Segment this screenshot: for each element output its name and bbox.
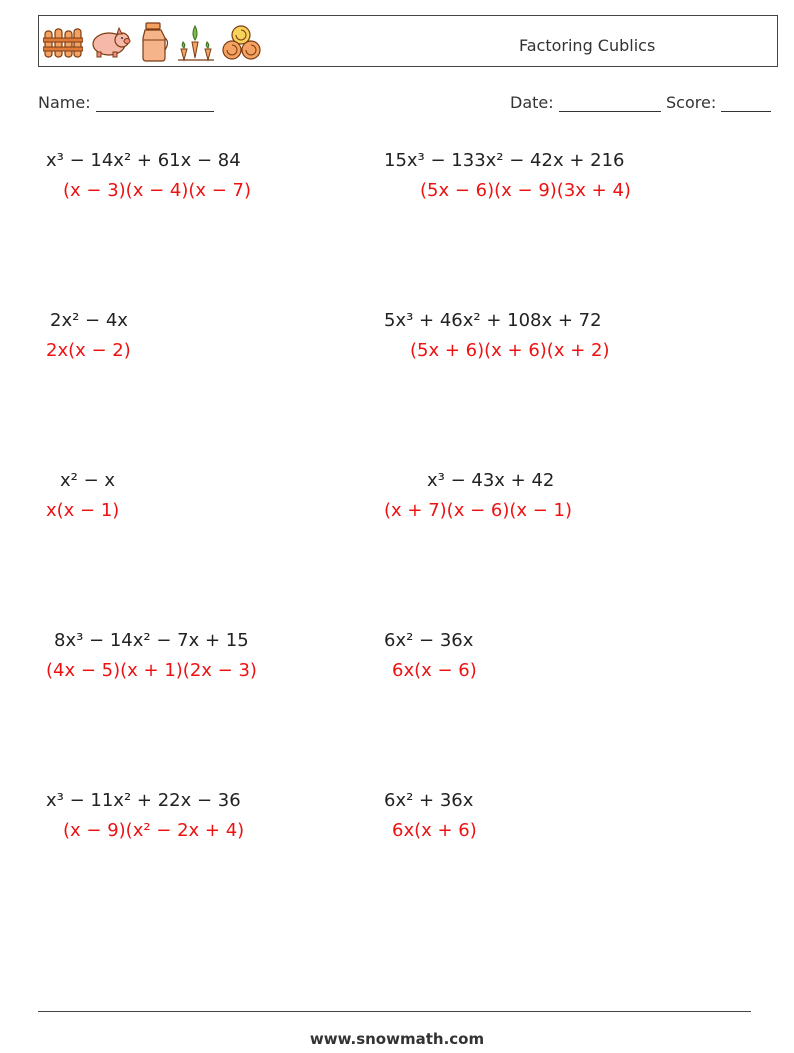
pig-icon bbox=[89, 25, 131, 59]
fence-icon bbox=[43, 25, 83, 59]
footer-divider bbox=[38, 1011, 751, 1012]
problem-9-answer: (x − 9)(x² − 2x + 4) bbox=[63, 820, 245, 841]
carrots-icon bbox=[177, 22, 215, 62]
worksheet-title: Factoring Cublics bbox=[519, 36, 656, 55]
hay-bales-icon bbox=[221, 22, 263, 62]
problem-1-answer: (x − 3)(x − 4)(x − 7) bbox=[63, 180, 252, 201]
name-blank[interactable] bbox=[96, 96, 214, 112]
problem-7-question: 8x³ − 14x² − 7x + 15 bbox=[54, 630, 249, 651]
jug-icon bbox=[137, 22, 171, 62]
score-label: Score: bbox=[666, 93, 717, 112]
date-blank[interactable] bbox=[559, 96, 661, 112]
problem-8-answer: 6x(x − 6) bbox=[392, 660, 477, 681]
problem-10-answer: 6x(x + 6) bbox=[392, 820, 477, 841]
problem-5-question: x² − x bbox=[60, 470, 116, 491]
problem-8-question: 6x² − 36x bbox=[384, 630, 474, 651]
problem-5-answer: x(x − 1) bbox=[46, 500, 120, 521]
header-icons bbox=[43, 20, 263, 64]
name-label: Name: bbox=[38, 93, 91, 112]
problem-9-question: x³ − 11x² + 22x − 36 bbox=[46, 790, 241, 811]
problem-7-answer: (4x − 5)(x + 1)(2x − 3) bbox=[46, 660, 257, 681]
score-blank[interactable] bbox=[721, 96, 771, 112]
problem-10-question: 6x² + 36x bbox=[384, 790, 474, 811]
problem-4-question: 5x³ + 46x² + 108x + 72 bbox=[384, 310, 602, 331]
problem-2-answer: (5x − 6)(x − 9)(3x + 4) bbox=[420, 180, 631, 201]
header-box bbox=[38, 15, 778, 67]
footer-website[interactable]: www.snowmath.com bbox=[309, 1030, 485, 1048]
problem-4-answer: (5x + 6)(x + 6)(x + 2) bbox=[410, 340, 610, 361]
problem-3-question: 2x² − 4x bbox=[50, 310, 128, 331]
problem-3-answer: 2x(x − 2) bbox=[46, 340, 131, 361]
problem-6-answer: (x + 7)(x − 6)(x − 1) bbox=[384, 500, 573, 521]
score-field[interactable] bbox=[666, 93, 771, 112]
problem-6-question: x³ − 43x + 42 bbox=[427, 470, 555, 491]
problem-1-question: x³ − 14x² + 61x − 84 bbox=[46, 150, 241, 171]
date-field[interactable] bbox=[510, 93, 661, 112]
problem-2-question: 15x³ − 133x² − 42x + 216 bbox=[384, 150, 625, 171]
date-label: Date: bbox=[510, 93, 554, 112]
name-field[interactable] bbox=[38, 93, 214, 112]
